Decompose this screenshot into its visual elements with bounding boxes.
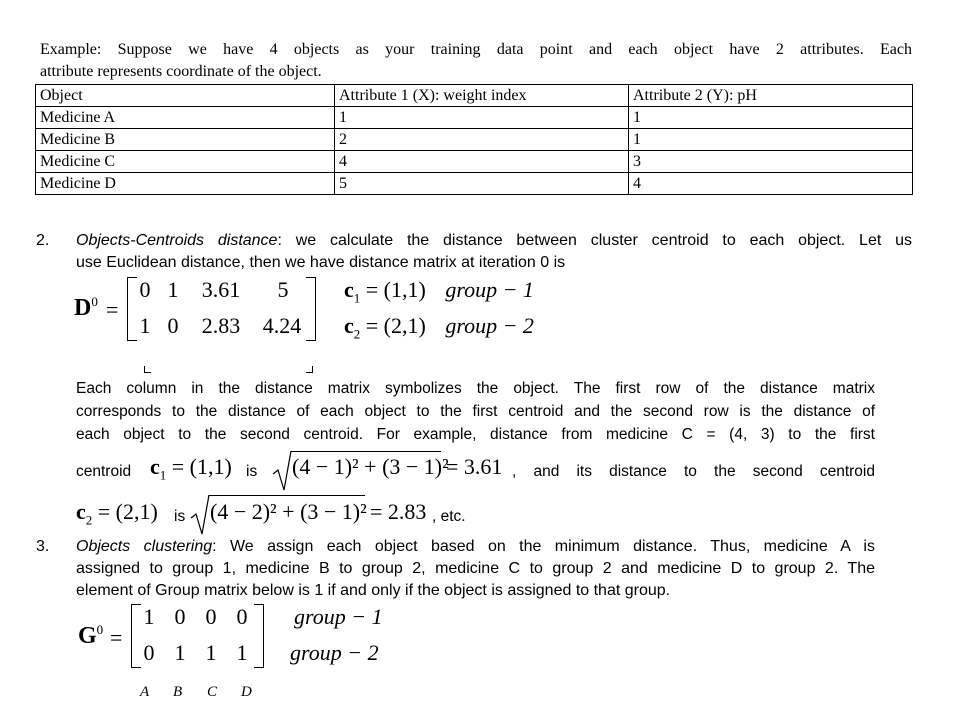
centroid-1-group: group − 1 [445, 277, 534, 302]
matrix-g-symbol: G [78, 623, 97, 649]
centroid-1-value: = (1,1) [365, 277, 426, 302]
intro-line-2: attribute represents coordinate of the object. [40, 63, 322, 80]
table-cell: Medicine A [36, 107, 335, 129]
centroid-1-subscript: 1 [353, 290, 361, 306]
step-2-line-1 [76, 230, 912, 252]
centroid-2-subscript: 2 [353, 326, 361, 342]
table-cell: Medicine D [36, 173, 335, 195]
step-2-title: Objects-Centroids distance [76, 232, 278, 249]
step-2-line-2: use Euclidean distance, then we have distance matrix at iteration 0 is [76, 254, 566, 271]
matrix-g-cell: 0 [174, 604, 186, 629]
matrix-g-cell: 0 [143, 640, 155, 665]
attribute-table [35, 84, 913, 195]
matrix-d-cell: 1 [167, 277, 179, 302]
sqrt-bar [291, 451, 441, 452]
step-3-title: Objects clustering [76, 538, 213, 555]
clipped-text-fragment [35, 204, 913, 212]
centroid-2-value: = (2,1) [365, 313, 426, 338]
matrix-d-cell: 0 [139, 277, 151, 302]
matrix-g-cell: 0 [205, 604, 217, 629]
table-cell: 1 [629, 107, 913, 129]
table-cell: 1 [629, 129, 913, 151]
table-header: Attribute 1 (X): weight index [335, 85, 629, 107]
matrix-d-right-bracket [306, 277, 316, 341]
example-c2-subscript: 2 [85, 512, 93, 528]
bracket-corner-left [144, 366, 151, 373]
column-label: B [173, 684, 183, 700]
column-label: C [207, 684, 218, 700]
matrix-g-group-1: group − 1 [294, 604, 383, 629]
table-row [36, 173, 913, 195]
matrix-g-label [78, 622, 103, 650]
distance-paragraph-line-2: corresponds to the distance of each object to the first centroid and the second row is the distance of [76, 403, 875, 420]
tail-text-2: , etc. [432, 508, 466, 525]
example-c1-subscript: 1 [159, 467, 167, 483]
table-header: Object [36, 85, 335, 107]
centroid-1-symbol: c [344, 277, 354, 302]
sqrt-result-1: = 3.61 [446, 454, 503, 479]
centroid-2-group: group − 2 [445, 313, 534, 338]
table-cell: 2 [335, 129, 629, 151]
table-header-row [36, 85, 913, 107]
centroid-word: centroid [76, 463, 132, 480]
sqrt-bar [209, 495, 365, 496]
centroid-2 [344, 313, 534, 342]
matrix-d-equals: = [106, 297, 119, 322]
example-centroid-1 [150, 454, 232, 483]
sqrt-expression-1: (4 − 1)² + (3 − 1)² [292, 454, 449, 479]
matrix-g-cell: 1 [174, 640, 186, 665]
is-word-1: is [246, 463, 258, 480]
table-cell: 1 [335, 107, 629, 129]
column-label: D [241, 684, 252, 700]
matrix-g-right-bracket [254, 604, 264, 668]
table-cell: 5 [335, 173, 629, 195]
matrix-g-superscript: 0 [96, 622, 104, 637]
matrix-g-cell: 1 [236, 640, 248, 665]
sqrt-icon [272, 450, 292, 492]
example-c1-symbol: c [150, 454, 160, 479]
matrix-d-label [74, 294, 98, 322]
example-centroid-2 [76, 499, 158, 528]
table-cell: 4 [629, 173, 913, 195]
step-3-line-3: element of Group matrix below is 1 if and only if the object is assigned to that group. [76, 582, 671, 599]
step-2-line-1-rest: : we calculate the distance between cluster centroid to each object. Let us [277, 232, 912, 249]
matrix-g-cell: 1 [143, 604, 155, 629]
step-3-line-2: assigned to group 1, medicine B to group 2, medicine C to group 2 and medicine D to group 2. The [76, 560, 875, 577]
table-cell: Medicine B [36, 129, 335, 151]
matrix-d-cell: 2.83 [201, 313, 241, 338]
table-cell: 3 [629, 151, 913, 173]
step-3-number: 3. [36, 538, 50, 555]
matrix-g-cell: 0 [236, 604, 248, 629]
table-row [36, 151, 913, 173]
table-row [36, 107, 913, 129]
matrix-g-group-2: group − 2 [290, 640, 379, 665]
intro-line-1: Example: Suppose we have 4 objects as your training data point and each object have 2 attributes. Each [40, 41, 912, 58]
centroid-2-symbol: c [344, 313, 354, 338]
example-c2-value: = (2,1) [97, 499, 158, 524]
matrix-d-superscript: 0 [91, 294, 98, 309]
bracket-corner-right [306, 366, 313, 373]
sqrt-result-2: = 2.83 [370, 499, 427, 524]
sqrt-icon [190, 494, 210, 536]
example-c2-symbol: c [76, 499, 86, 524]
distance-paragraph-line-3: each object to the second centroid. For example, distance from medicine C = (4, 3) to the first [76, 426, 875, 443]
is-word-2: is [174, 508, 186, 525]
matrix-d-cell: 3.61 [201, 277, 241, 302]
matrix-d-cell: 4.24 [262, 313, 302, 338]
table-cell: Medicine C [36, 151, 335, 173]
tail-text-1: , and its distance to the second centroid [512, 463, 875, 480]
sqrt-expression-2: (4 − 2)² + (3 − 1)² [210, 499, 367, 524]
table-header: Attribute 2 (Y): pH [629, 85, 913, 107]
centroid-1 [344, 277, 534, 306]
matrix-g-cell: 1 [205, 640, 217, 665]
step-2-number: 2. [36, 232, 50, 249]
matrix-d-cell: 1 [139, 313, 151, 338]
matrix-d-symbol: D [74, 295, 92, 321]
table-cell: 4 [335, 151, 629, 173]
matrix-g-equals: = [110, 625, 123, 650]
matrix-d-cell: 5 [277, 277, 289, 302]
column-label: A [140, 684, 150, 700]
step-3-line-1-rest: : We assign each object based on the minimum distance. Thus, medicine A is [212, 538, 875, 555]
step-3-line-1 [76, 536, 875, 558]
matrix-d-cell: 0 [167, 313, 179, 338]
example-c1-value: = (1,1) [171, 454, 232, 479]
table-row [36, 129, 913, 151]
distance-paragraph-line-1: Each column in the distance matrix symbolizes the object. The first row of the distance matrix [76, 380, 875, 397]
